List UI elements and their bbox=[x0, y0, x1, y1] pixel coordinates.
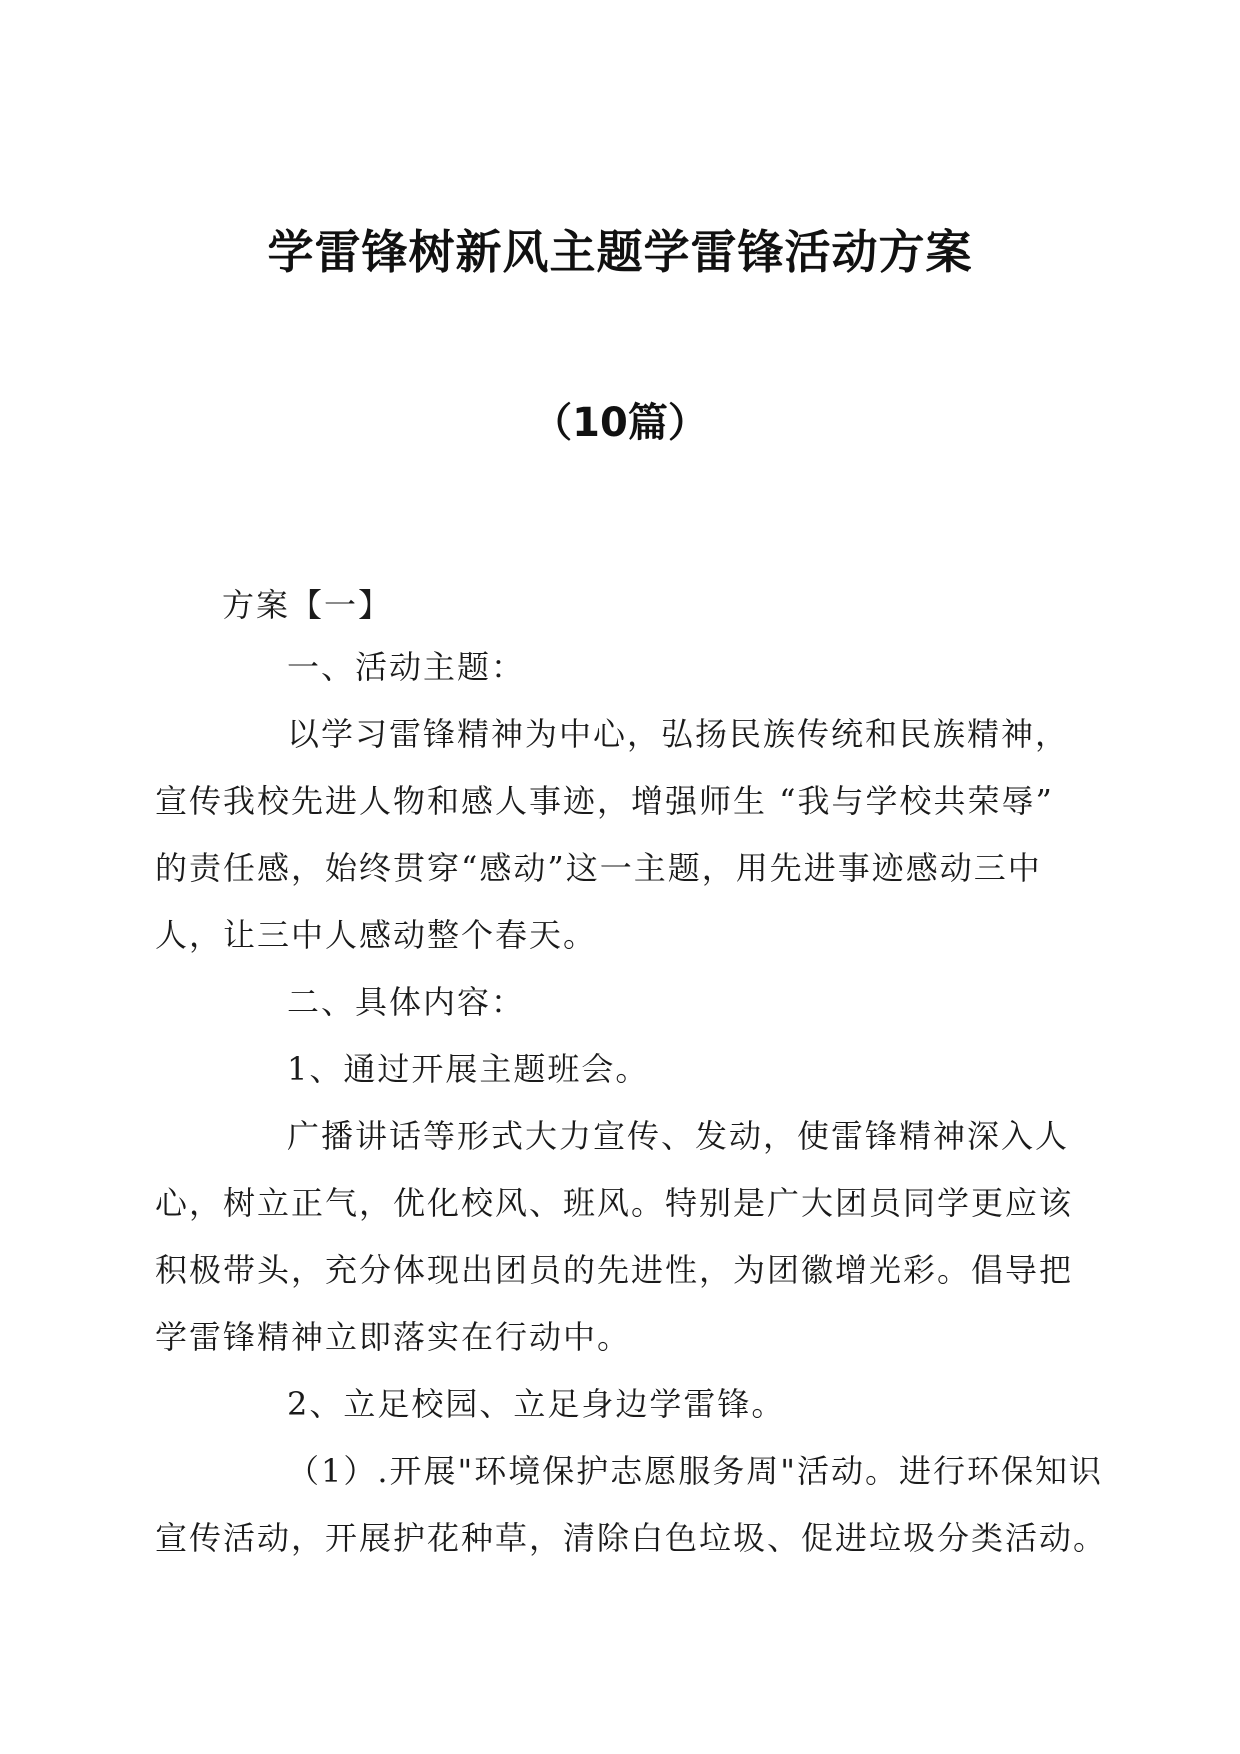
paragraph-line: 心，树立正气，优化校风、班风。特别是广大团员同学更应该 bbox=[155, 1184, 1074, 1222]
list-item: 2、立足校园、立足身边学雷锋。 bbox=[287, 1385, 786, 1423]
list-item: 1、通过开展主题班会。 bbox=[287, 1050, 650, 1088]
document-subtitle: （10篇） bbox=[532, 400, 708, 446]
section-heading: 方案【一】 bbox=[222, 586, 393, 624]
paragraph-line: 学雷锋精神立即落实在行动中。 bbox=[155, 1318, 632, 1356]
heading-specific-content: 二、具体内容： bbox=[287, 983, 526, 1021]
paragraph-line: 的责任感，始终贯穿“感动”这一主题，用先进事迹感动三中 bbox=[155, 849, 1042, 887]
heading-activity-theme: 一、活动主题： bbox=[287, 648, 526, 686]
paragraph-line: （1）.开展"环境保护志愿服务周"活动。进行环保知识 bbox=[287, 1452, 1103, 1490]
paragraph-line: 积极带头，充分体现出团员的先进性，为团徽增光彩。倡导把 bbox=[155, 1251, 1074, 1289]
paragraph-line: 宣传我校先进人物和感人事迹，增强师生 “我与学校共荣辱” bbox=[155, 782, 1054, 820]
document-title: 学雷锋树新风主题学雷锋活动方案 bbox=[267, 225, 973, 279]
paragraph-line: 人，让三中人感动整个春天。 bbox=[155, 916, 598, 954]
paragraph-line: 宣传活动，开展护花种草，清除白色垃圾、促进垃圾分类活动。 bbox=[155, 1519, 1108, 1557]
paragraph-line: 以学习雷锋精神为中心，弘扬民族传统和民族精神， bbox=[287, 715, 1070, 753]
paragraph-line: 广播讲话等形式大力宣传、发动，使雷锋精神深入人 bbox=[287, 1117, 1070, 1155]
